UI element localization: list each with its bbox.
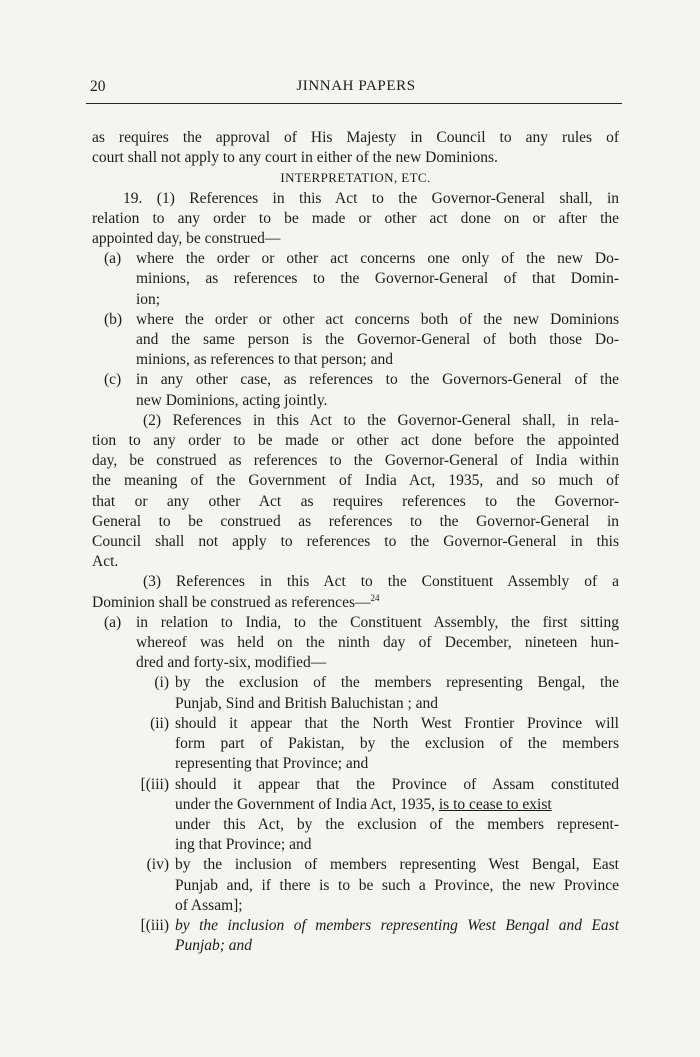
clause-label: (a) (104, 250, 122, 268)
text-line: whereof was held on the ninth day of December, nineteen hun- (136, 634, 619, 652)
header-rule (86, 103, 622, 104)
text-line: court shall not apply to any court in either of the new Dominions. (92, 149, 498, 167)
text-line: in any other case, as references to the Governors-General of the (136, 371, 619, 389)
text-line: in relation to India, to the Constituent Assembly, the first sitting (136, 613, 619, 631)
text-line: the meaning of the Government of India Act, 1935, and so much of (92, 472, 619, 490)
text-line: Punjab; and (175, 937, 253, 955)
text-line: (3) References in this Act to the Constituent Assembly of a (143, 573, 619, 591)
underlined-text: is to cease to exist (438, 795, 552, 813)
page-header (90, 78, 622, 100)
text-line: and the same person is the Governor-General of both those Do- (136, 331, 619, 349)
subclause-label: (iv) (146, 856, 169, 874)
subclause-iii-assam (132, 775, 619, 856)
clause-label: (c) (104, 371, 122, 389)
text-line: relation to any order to be made or other act done on or after the (92, 209, 619, 227)
page-body (92, 128, 619, 956)
text-line: Punjab, Sind and British Baluchistan ; and (175, 694, 439, 712)
clause-a (104, 249, 619, 310)
text-line: should it appear that the Province of Assam constituted (175, 775, 619, 793)
text-line: tion to any order to be made or other act done before the appointed (92, 432, 619, 450)
clause-label: (b) (104, 310, 123, 328)
text-line: by the inclusion of members representing West Bengal, East (175, 856, 619, 874)
section-heading: INTERPRETATION, ETC. (280, 170, 431, 186)
text-line: by the inclusion of members representing West Bengal and East (175, 916, 619, 934)
text-span: Dominion shall be construed as references— (92, 593, 371, 611)
subclause-iii-italic (132, 916, 619, 956)
text-line: ion; (136, 290, 161, 308)
clause-c (104, 370, 619, 410)
subclause-label: (i) (154, 674, 169, 692)
clause-label: (a) (104, 613, 122, 631)
text-line: new Dominions, acting jointly. (136, 391, 328, 409)
text-line: day, be construed as references to the Governor-General of India within (92, 452, 619, 470)
text-line: dred and forty-six, modified— (136, 654, 327, 672)
text-line: General to be construed as references to the Governor-General in (92, 512, 619, 530)
footnote-ref: 24 (370, 592, 380, 603)
text-line: form part of Pakistan, by the exclusion of the members (175, 735, 619, 753)
text-line: Council shall not apply to references to the Governor-General in this (92, 533, 619, 551)
text-line (175, 795, 619, 815)
running-head: JINNAH PAPERS (296, 78, 416, 94)
text-line: (2) References in this Act to the Governor-General shall, in rela- (143, 411, 619, 429)
text-line: minions, as references to the Governor-General of that Domin- (136, 270, 619, 288)
text-line: of Assam]; (175, 896, 243, 914)
subclause-i (132, 673, 619, 713)
text-line: where the order or other act concerns both of the new Dominions (136, 310, 619, 328)
text-line: that or any other Act as requires references to the Governor- (92, 492, 619, 510)
text-line: as requires the approval of His Majesty in Council to any rules of (92, 129, 619, 146)
text-line: ing that Province; and (175, 836, 312, 854)
text-line: minions, as references to that person; and (136, 351, 393, 369)
text-line: under this Act, by the exclusion of the members represent- (175, 815, 619, 833)
subclause-label: [(iii) (140, 775, 169, 793)
text-line: by the exclusion of the members representing Bengal, the (175, 674, 619, 692)
subclause-ii (132, 714, 619, 775)
text-span: under the Government of India Act, 1935, (175, 795, 439, 813)
text-line: should it appear that the North West Frontier Province will (175, 714, 619, 732)
text-line: representing that Province; and (175, 755, 369, 773)
clause-b (104, 310, 619, 371)
text-line: where the order or other act concerns one only of the new Do- (136, 250, 619, 268)
text-line: 19. (1) References in this Act to the Governor-General shall, in (123, 189, 619, 207)
subclause-label: (ii) (150, 714, 169, 732)
page-number: 20 (90, 78, 106, 95)
text-line: Punjab and, if there is to be such a Province, the new Province (175, 876, 619, 894)
subclause-iv (132, 855, 619, 916)
subclause-label: [(iii) (140, 916, 169, 934)
text-line: Act. (92, 553, 119, 571)
text-line (92, 593, 619, 613)
text-line: appointed day, be construed— (92, 230, 281, 248)
clause-3a (104, 613, 619, 674)
